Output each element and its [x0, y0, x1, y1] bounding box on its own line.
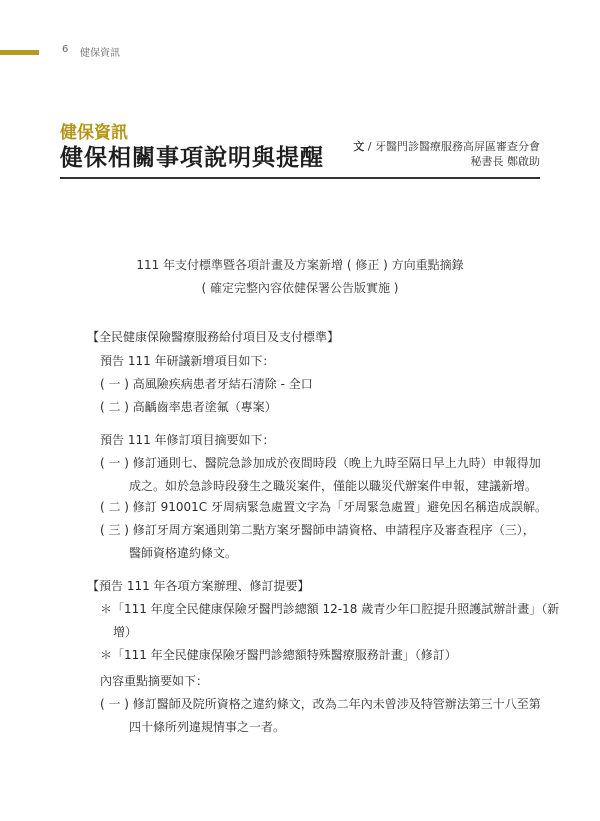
- plan-line: 增）: [113, 625, 138, 639]
- content-item-line: 四十條所列違規情事之一者。: [129, 720, 286, 734]
- plan-line: ＊「111 年度全民健康保險牙醫門診總額 12-18 歲青少年口腔提升照護試辦計畫」（新: [100, 602, 560, 616]
- revise-item-line: ( 三 ) 修訂牙周方案通則第二點方案牙醫師申請資格、申請程序及審查程序（三），: [100, 523, 535, 537]
- accent-bar: [0, 50, 39, 55]
- revise-item-line: ( 二 ) 修訂 91001C 牙周病緊急處置文字為「牙周緊急處置」避免因名稱造成誤解。: [100, 500, 547, 514]
- revise-item-line: ( 一 ) 修訂通則七、醫院急診加成於夜間時段（晚上九時至隔日早上九時）申報得加: [100, 456, 541, 470]
- author-name: 秘書長 鄭啟助: [470, 155, 540, 168]
- author-org: / 牙醫門診醫療服務高屏區審查分會: [364, 140, 540, 153]
- section2-title: 【預告 111 年各項方案辦理、修訂提要】: [87, 579, 310, 593]
- section1-title: 【全民健康保險醫療服務給付項目及支付標準】: [87, 330, 340, 344]
- plan-line: ＊「111 年全民健康保險牙醫門診總額特殊醫療服務計畫」（修訂）: [100, 648, 457, 662]
- new-item: ( 二 ) 高齲齒率患者塗氟（專案）: [100, 400, 277, 414]
- new-items-title: 預告 111 年研議新增項目如下：: [100, 354, 275, 368]
- author-credit: [353, 138, 540, 154]
- new-item: ( 一 ) 高風險疾病患者牙結石清除 - 全口: [100, 377, 313, 391]
- content-item-line: ( 一 ) 修訂醫師及院所資格之違約條文，改為二年內未曾涉及特管辦法第三十八至第: [100, 697, 541, 711]
- revise-item-line: 醫師資格違約條文。: [129, 546, 238, 560]
- revise-item-line: 成之。如於急診時段發生之職災案件，僅能以職災代辦案件申報，建議新增。: [129, 479, 538, 493]
- page-number: 6: [62, 44, 69, 55]
- running-section-label: 健保資訊: [80, 48, 120, 59]
- title-rule: [60, 177, 540, 179]
- summary-heading: 111 年支付標準暨各項計畫及方案新增 ( 修正 ) 方向重點摘錄: [136, 258, 464, 272]
- author-prefix: 文: [353, 140, 365, 153]
- content-title: 內容重點摘要如下：: [100, 674, 209, 688]
- summary-subheading: ( 確定完整內容依健保署公告版實施 ): [201, 281, 399, 295]
- article-title: 健保相關事項說明與提醒: [60, 145, 324, 171]
- article-kicker: 健保資訊: [60, 123, 128, 143]
- revise-title: 預告 111 年修訂項目摘要如下：: [100, 433, 275, 447]
